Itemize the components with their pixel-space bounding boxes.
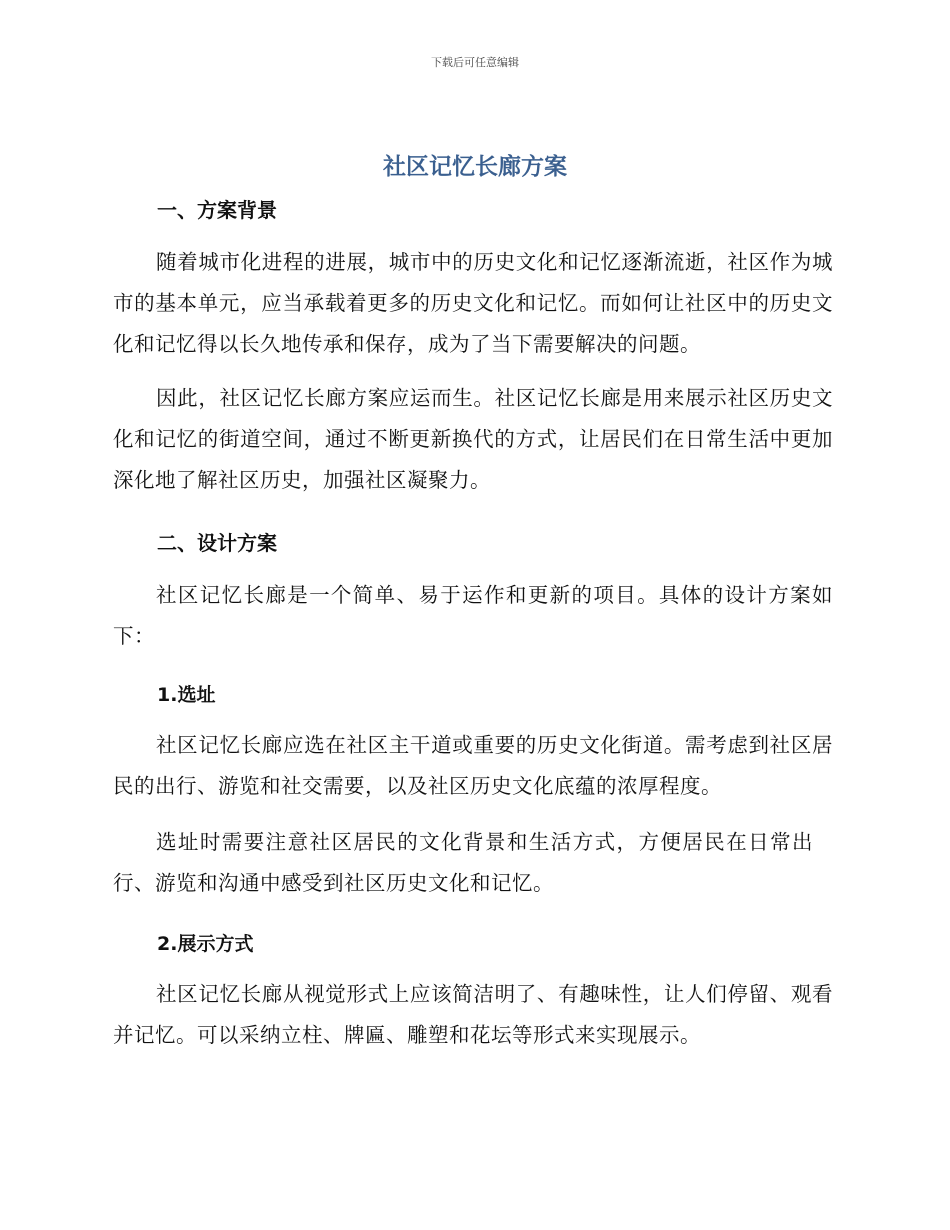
- paragraph: 选址时需要注意社区居民的文化背景和生活方式，方便居民在日常出行、游览和沟通中感受到社区历史文化和记忆。: [113, 830, 813, 895]
- section-heading-background: 一、方案背景: [157, 198, 277, 222]
- page-title: 社区记忆长廊方案: [383, 154, 567, 180]
- paragraph: 随着城市化进程的进展，城市中的历史文化和记忆逐渐流逝，社区作为城市的基本单元，应当承载着更多的历史文化和记忆。而如何让社区中的历史文化和记忆得以长久地传承和保存，成为了当下需要解决的问题。: [113, 250, 833, 356]
- paragraph: 因此，社区记忆长廊方案应运而生。社区记忆长廊是用来展示社区历史文化和记忆的街道空间，通过不断更新换代的方式，让居民们在日常生活中更加深化地了解社区历史，加强社区凝聚力。: [113, 386, 833, 492]
- section-heading-design: 二、设计方案: [157, 531, 277, 555]
- paragraph: 社区记忆长廊应选在社区主干道或重要的历史文化街道。需考虑到社区居民的出行、游览和社交需要，以及社区历史文化底蕴的浓厚程度。: [113, 733, 833, 798]
- paragraph: 社区记忆长廊是一个简单、易于运作和更新的项目。具体的设计方案如下：: [113, 583, 833, 648]
- sub-heading-site: 1.选址: [157, 684, 216, 706]
- paragraph: 社区记忆长廊从视觉形式上应该简洁明了、有趣味性，让人们停留、观看并记忆。可以采纳立柱、牌匾、雕塑和花坛等形式来实现展示。: [113, 982, 833, 1047]
- sub-heading-display: 2.展示方式: [157, 933, 254, 955]
- header-note: 下载后可任意编辑: [431, 56, 519, 69]
